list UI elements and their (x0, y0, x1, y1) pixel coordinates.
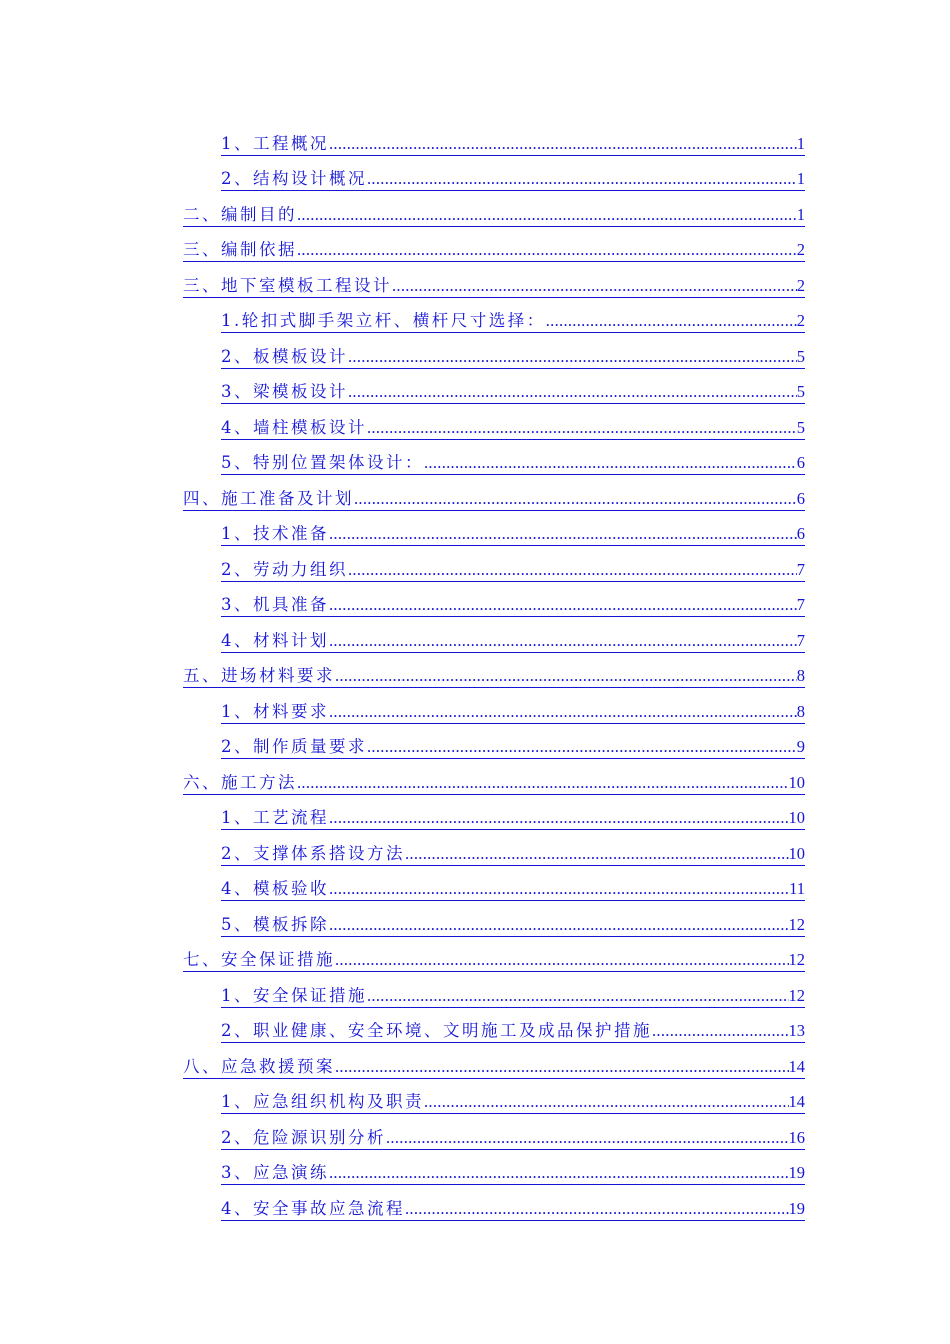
toc-page-number: 8 (796, 666, 805, 685)
toc-entry-title: 1、工艺流程 (221, 808, 329, 827)
toc-entry[interactable] (221, 582, 805, 618)
toc-page-number: 10 (788, 843, 805, 863)
toc-entry[interactable] (221, 1185, 805, 1221)
toc-dot-leader (367, 418, 797, 438)
toc-page-number: 19 (788, 1163, 805, 1182)
toc-dot-leader (329, 702, 797, 722)
toc-dot-leader (392, 276, 797, 296)
toc-entry-title: 1、工程概况 (221, 133, 329, 153)
toc-entry[interactable] (221, 795, 805, 831)
toc-entry-title: 2、劳动力组织 (221, 559, 348, 579)
toc-entry-title: 3、应急演练 (221, 1163, 329, 1182)
toc-entry[interactable] (183, 227, 805, 263)
toc-entry-title: 二、编制目的 (183, 204, 297, 224)
toc-page-number: 5 (796, 346, 805, 366)
toc-page-number: 6 (796, 453, 805, 472)
toc-dot-leader (386, 1128, 789, 1148)
toc-entry-title: 2、制作质量要求 (221, 737, 367, 756)
toc-dot-leader (348, 382, 797, 402)
toc-entry-title: 4、墙柱模板设计 (221, 417, 367, 437)
toc-dot-leader (424, 453, 797, 473)
toc-entry-title: 3、机具准备 (221, 595, 329, 614)
toc-entry-title: 五、进场材料要求 (183, 666, 335, 685)
toc-entry-title: 1、应急组织机构及职责 (221, 1092, 424, 1111)
toc-dot-leader (367, 169, 797, 189)
table-of-contents (183, 120, 805, 1221)
toc-entry-title: 三、编制依据 (183, 240, 297, 259)
toc-entry[interactable] (183, 1043, 805, 1079)
toc-entry[interactable] (221, 830, 805, 866)
toc-entry-title: 1.轮扣式脚手架立杆、横杆尺寸选择： (221, 311, 546, 330)
toc-entry[interactable] (183, 191, 805, 227)
toc-dot-leader (424, 1092, 789, 1112)
toc-entry-title: 2、危险源识别分析 (221, 1127, 386, 1147)
toc-entry-title: 2、支撑体系搭设方法 (221, 843, 405, 863)
toc-entry-title: 4、安全事故应急流程 (221, 1198, 405, 1218)
toc-page-number: 19 (788, 1198, 805, 1218)
toc-entry[interactable] (221, 369, 805, 405)
toc-entry[interactable] (183, 262, 805, 298)
toc-entry[interactable] (183, 475, 805, 511)
toc-entry[interactable] (221, 724, 805, 760)
toc-page-number: 2 (796, 311, 805, 330)
toc-page-number: 2 (796, 275, 805, 295)
toc-entry[interactable] (221, 972, 805, 1008)
toc-page-number: 14 (788, 1056, 805, 1076)
toc-entry-title: 1、安全保证措施 (221, 985, 367, 1005)
toc-page-number: 12 (788, 985, 805, 1005)
toc-entry-title: 2、结构设计概况 (221, 169, 367, 188)
toc-entry-title: 2、板模板设计 (221, 346, 348, 366)
toc-dot-leader (546, 311, 797, 331)
toc-entry[interactable] (221, 298, 805, 334)
toc-dot-leader (348, 560, 797, 580)
toc-page-number: 1 (796, 133, 805, 153)
toc-dot-leader (348, 347, 797, 367)
toc-page-number: 2 (796, 240, 805, 259)
toc-entry[interactable] (221, 1079, 805, 1115)
toc-dot-leader (329, 879, 789, 899)
toc-entry-title: 六、施工方法 (183, 772, 297, 792)
toc-entry[interactable] (183, 653, 805, 689)
toc-page-number: 10 (788, 808, 805, 827)
toc-entry-title: 3、梁模板设计 (221, 382, 348, 401)
toc-entry[interactable] (221, 440, 805, 476)
toc-page-number: 1 (796, 204, 805, 224)
toc-dot-leader (329, 134, 797, 154)
toc-entry[interactable] (221, 617, 805, 653)
toc-entry[interactable] (221, 546, 805, 582)
toc-entry[interactable] (183, 759, 805, 795)
toc-page-number: 12 (788, 914, 805, 934)
toc-dot-leader (335, 666, 797, 686)
toc-dot-leader (329, 595, 797, 615)
toc-dot-leader (405, 1199, 789, 1219)
toc-page-number: 16 (788, 1127, 805, 1147)
toc-dot-leader (329, 808, 789, 828)
toc-page-number: 5 (796, 382, 805, 401)
toc-entry[interactable] (221, 333, 805, 369)
toc-dot-leader (367, 986, 789, 1006)
toc-dot-leader (405, 844, 789, 864)
toc-entry[interactable] (221, 688, 805, 724)
toc-entry[interactable] (221, 866, 805, 902)
toc-dot-leader (329, 631, 797, 651)
toc-entry-title: 4、材料计划 (221, 630, 329, 650)
toc-entry[interactable] (221, 511, 805, 547)
toc-entry-title: 七、安全保证措施 (183, 950, 335, 969)
toc-entry-title: 1、材料要求 (221, 701, 329, 721)
toc-dot-leader (652, 1021, 789, 1041)
toc-dot-leader (297, 240, 797, 260)
toc-dot-leader (335, 1057, 789, 1077)
toc-dot-leader (329, 524, 797, 544)
toc-dot-leader (367, 737, 797, 757)
toc-page-number: 14 (788, 1092, 805, 1111)
toc-entry-title: 1、技术准备 (221, 524, 329, 543)
toc-page-number: 7 (796, 630, 805, 650)
toc-entry[interactable] (183, 937, 805, 973)
toc-page-number: 5 (796, 417, 805, 437)
toc-page-number: 1 (796, 169, 805, 188)
toc-page-number: 11 (789, 879, 805, 898)
toc-entry-title: 三、地下室模板工程设计 (183, 275, 392, 295)
toc-page-number: 7 (796, 559, 805, 579)
toc-page-number: 12 (788, 950, 805, 969)
toc-dot-leader (354, 489, 797, 509)
toc-entry-title: 四、施工准备及计划 (183, 488, 354, 508)
toc-page-number: 6 (796, 488, 805, 508)
toc-entry[interactable] (221, 120, 805, 156)
toc-entry-title: 八、应急救援预案 (183, 1056, 335, 1076)
toc-page-number: 8 (796, 701, 805, 721)
toc-entry-title: 5、特别位置架体设计： (221, 453, 424, 472)
toc-dot-leader (329, 1163, 789, 1183)
toc-page-number: 13 (788, 1021, 805, 1040)
toc-entry[interactable] (221, 156, 805, 192)
toc-entry[interactable] (221, 1150, 805, 1186)
toc-page-number: 7 (796, 595, 805, 614)
toc-page-number: 6 (796, 524, 805, 543)
toc-dot-leader (329, 915, 789, 935)
toc-page-number: 10 (788, 772, 805, 792)
toc-entry-title: 5、模板拆除 (221, 914, 329, 934)
toc-page-number: 9 (796, 737, 805, 756)
toc-dot-leader (335, 950, 789, 970)
toc-dot-leader (297, 773, 789, 793)
toc-entry[interactable] (221, 1008, 805, 1044)
toc-entry[interactable] (221, 404, 805, 440)
toc-entry-title: 4、模板验收 (221, 879, 329, 898)
toc-entry-title: 2、职业健康、安全环境、文明施工及成品保护措施 (221, 1021, 652, 1040)
toc-entry[interactable] (221, 1114, 805, 1150)
toc-entry[interactable] (221, 901, 805, 937)
toc-dot-leader (297, 205, 797, 225)
